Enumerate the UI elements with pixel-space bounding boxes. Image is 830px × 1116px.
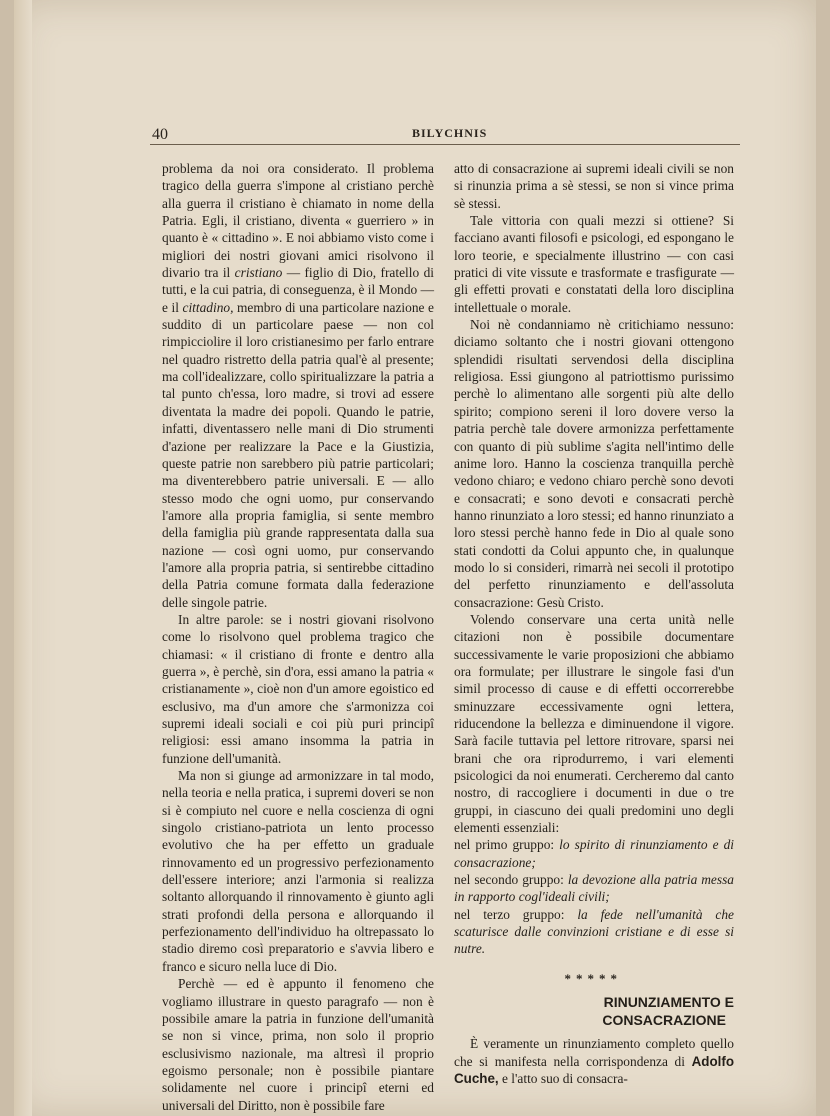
group-list-item: nel primo gruppo: lo spirito di rinunziamento e di consacrazione; — [454, 837, 734, 870]
section-separator-stars: ***** — [564, 970, 622, 986]
paragraph: Volendo conservare una certa unità nelle citazioni non è possibile documentare successivamente le varie proposizioni che abbiamo ora formulate; per illustrare le singole fasi d'un simil processo di cause e di effetti occorrerebbe sminuzzare eccessivamente ogni lettera, riducendone la bellezza e diminuendone il vigore. Sarà facile tuttavia pel lettore ritrovare, sparsi nei brani che ora riprodurremo, i vari elementi psicologici da noi enumerati. Cercheremo dal canto nostro, di raccogliere i documenti in due o tre gruppi, in ciascuno dei quali predomini uno degli elementi essenziali: — [454, 611, 734, 836]
section-title: RINUNZIAMENTO E — [603, 994, 734, 1011]
person-name: Adolfo Cuche, — [454, 1053, 734, 1086]
paragraph: Perchè — ed è appunto il fenomeno che vogliamo illustrare in questo paragrafo — non è possibile amare la patria in funzione dell'umanità se non si vince, prima, non solo il proprio esclusivismo nazionale, ma altresì il proprio egoismo personale; non è possibile piantare solidamente nel cuore i principî eterni ed universali del Diritto, non è possibile fare — [162, 976, 434, 1113]
paragraph: atto di consacrazione ai supremi ideali civili se non si rinunzia prima a sè stessi, se non si vince prima sè stessi. — [454, 161, 734, 211]
group-list-item: nel terzo gruppo: la fede nell'umanità che scaturisce dalle convinzioni cristiane e di esse si nutre. — [454, 906, 734, 957]
paragraph: Ma non si giunge ad armonizzare in tal modo, nella teoria e nella pratica, i supremi doveri se non si è compiuto nel cuore e nella coscienza di ogni singolo cristiano-patriota un lento processo evolutivo che ha per effetto un graduale rinnovamento ed un progressivo perfezionamento dell'essere interiore; anzi l'armonia si realizza soltanto allorquando il rinnovamento è giunto agli strati profondi della persona e allorquando il perfezionamento dell'individuo ha oltrepassato lo stadio diremo così preparatorio e s'avvia libero e franco e sicuro nella luce di Dio. — [162, 768, 434, 974]
page-header — [150, 124, 740, 146]
header-rule — [150, 144, 740, 145]
left-column — [162, 160, 434, 1114]
page-left-edge — [14, 0, 32, 1116]
paragraph: In altre parole: se i nostri giovani risolvono come lo risolvono quel problema tragico che chiamasi: « il cristiano di fronte e dentro alla guerra », è perchè, sin d'ora, essi amano la patria « cristianamente », cioè non d'un amore egoistico ed esclusivo, ma d'un amore che s'armonizza coi supremi ideali sociali e coi più puri principî religiosi: essi amano insomma la patria in funzione dell'umanità. — [162, 611, 434, 766]
paragraph: Tale vittoria con quali mezzi si ottiene? Si facciano avanti filosofi e psicologi, ed espongano le loro teorie, e specialmente illustrino — con casi pratici di vite vissute e trasformate e trasfigurate — gli effetti provati e constatati della loro disciplina intellettuale o morale. — [454, 213, 734, 315]
running-title: BILYCHNIS — [412, 126, 488, 140]
paragraph: problema da noi ora considerato. Il problema tragico della guerra s'impone al cristiano perchè alla guerra il cristiano è chiamato in nome della Patria. Egli, il cristiano, diventa « guerriero » in quanto è « cittadino ». E noi abbiamo visto come i migliori dei nostri giovani amici risolvono il divario tra il cristiano — figlio di Dio, fratello di tutti, e la cui patria, di conseguenza, è il Mondo — e il cittadino, membro di una particolare nazione e suddito di un particolare paese — non col rimpicciolire il loro cristianesimo per farlo entrare nel quadro ristretto della patria qual'è al presente; ma coll'idealizzare, collo spiritualizzare la patria a tal punto ch'essa, loro madre, si trovi ad essere diventata la madre dei popoli. Quando le patrie, infatti, diventassero nelle mani di Dio strumenti d'azione per realizzare la Pace e la Giustizia, queste patrie non sarebbero più patrie particolari; ma diventerebbero patrie universali. E — allo stesso modo che ogni uomo, pur conservando l'amore alla propria famiglia, si sente membro della famiglia più grande rappresentata dalla sua nazione — così ogni uomo, pur conservando l'amore alla propria patria, si sentirebbe cittadino della Patria comune formata dalla federazione delle singole patrie. — [162, 161, 434, 610]
paragraph: È veramente un rinunziamento completo quello che si manifesta nella corrispondenza di Adolfo Cuche, e l'atto suo di consacra- — [454, 1036, 734, 1086]
page-number: 40 — [152, 126, 168, 143]
section-title: CONSACRAZIONE — [602, 1012, 726, 1029]
group-list-item: nel secondo gruppo: la devozione alla patria messa in rapporto cogl'ideali civili; — [454, 872, 734, 905]
right-column — [454, 160, 734, 1087]
paragraph: Noi nè condanniamo nè critichiamo nessuno: diciamo soltanto che i nostri giovani ottengono splendidi risultati servendosi della disciplina religiosa. Essi giungono al patriottismo purissimo perchè lo alimentano alle sorgenti più alte dello spirito; compiono sereni il loro dovere verso la patria perchè tale dovere armonizza perfettamente con quanto di più sublime s'agita nell'intimo delle anime loro. Hanno la coscienza tranquilla perchè vedono chiaro; e vedono chiaro perchè sono devoti e consacrati; e sono devoti e consacrati perchè hanno rinunziato a loro stessi; ed hanno rinunziato a loro stessi perchè hanno fede in Dio al quale sono stati condotti da Colui appunto che, in qualunque modo lo si consideri, rimarrà nei secoli il prototipo del perfetto rinunziamento e dell'assoluta consacrazione: Gesù Cristo. — [454, 317, 734, 610]
